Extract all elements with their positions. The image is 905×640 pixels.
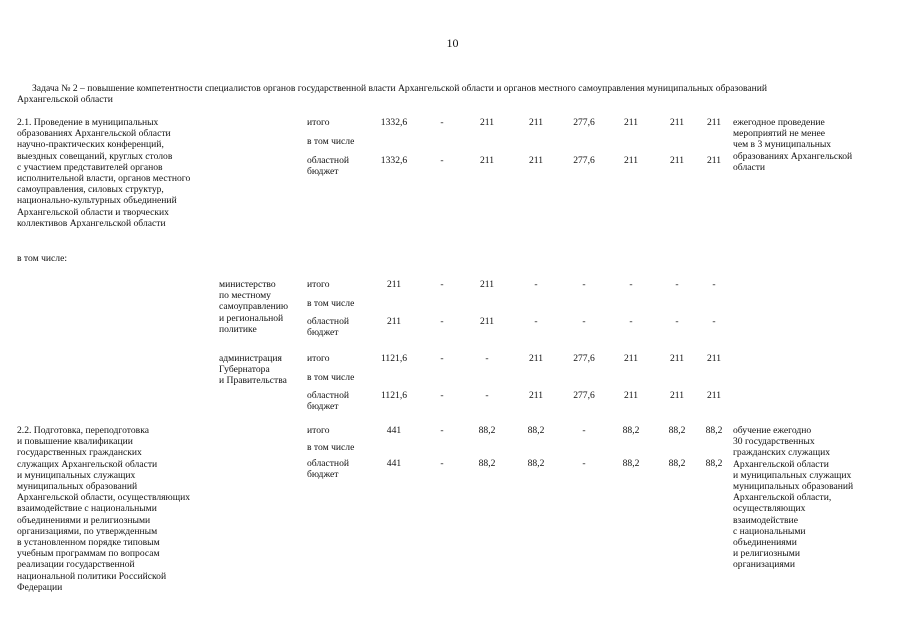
including-label: в том числе: <box>17 253 68 264</box>
ministry-label-including: в том числе <box>307 298 355 309</box>
ministry-budget-y4: - <box>582 316 586 327</box>
administration-label-including: в том числе <box>307 372 355 383</box>
row-2-1-label-including: в том числе <box>307 136 355 147</box>
row-2-2-budget-y5: 88,2 <box>622 458 640 469</box>
ministry-budget-y2: 211 <box>479 316 495 327</box>
row-2-1-description: 2.1. Проведение в муниципальных образованиях Архангельской области научно-практических конференций, выездных совещаний, круглых столов с участием представителей органов исполнительной власти, органов местного самоуправления, силовых структур, национально-культурных объединений Архангельской области и творческих коллективов Архангельской области <box>17 117 191 229</box>
row-2-1-label-budget: областной бюджет <box>307 155 350 178</box>
task-heading-line-2: Архангельской области <box>17 94 113 105</box>
row-2-2-budget-y4: - <box>582 458 586 469</box>
task-heading-line-1: Задача № 2 – повышение компетентности специалистов органов государственной власти Архангельской области и органов местного самоуправления муниципальных образований <box>32 83 768 94</box>
ministry-budget-y3: - <box>534 316 538 327</box>
row-2-2-total-y3: 88,2 <box>527 425 545 436</box>
ministry-total-y3: - <box>534 279 538 290</box>
ministry-label-total: итого <box>307 279 330 290</box>
row-2-2-budget-y2: 88,2 <box>478 458 496 469</box>
row-2-2-budget-y7: 88,2 <box>705 458 723 469</box>
administration-label-budget: областной бюджет <box>307 390 350 413</box>
ministry-total-y4: - <box>582 279 586 290</box>
administration-total-y6: 211 <box>669 353 685 364</box>
row-2-1-label-total: итого <box>307 117 330 128</box>
ministry-budget-sum: 211 <box>386 316 402 327</box>
row-2-1-budget-y2: 211 <box>479 155 495 166</box>
administration-budget-y7: 211 <box>706 390 722 401</box>
page-number: 10 <box>446 36 459 50</box>
row-2-2-budget-y6: 88,2 <box>668 458 686 469</box>
row-2-2-label-including: в том числе <box>307 442 355 453</box>
row-2-1-total-y6: 211 <box>669 117 685 128</box>
row-2-2-total-y1: - <box>440 425 444 436</box>
row-2-2-description: 2.2. Подготовка, переподготовка и повышение квалификации государственных гражданских служащих Архангельской области и муниципальных служащих муниципальных образований Архангельской области, осуществляющих взаимодействие с национальными объединениями и религиозными организациями, по утвержденным в установленном порядке типовым учебным программам по вопросам реализации государственной национальной политики Российской Федерации <box>17 425 191 593</box>
administration-budget-y3: 211 <box>528 390 544 401</box>
ministry-total-y2: 211 <box>479 279 495 290</box>
administration-budget-y6: 211 <box>669 390 685 401</box>
row-2-1-budget-y5: 211 <box>623 155 639 166</box>
row-2-1-budget-y1: - <box>440 155 444 166</box>
ministry-total-sum: 211 <box>386 279 402 290</box>
row-2-2-total-y7: 88,2 <box>705 425 723 436</box>
administration-total-y2: - <box>485 353 489 364</box>
row-2-1-total-y1: - <box>440 117 444 128</box>
ministry-total-y6: - <box>675 279 679 290</box>
ministry-executor: министерство по местному самоуправлению и региональной политике <box>219 279 289 335</box>
ministry-total-y1: - <box>440 279 444 290</box>
row-2-2-label-total: итого <box>307 425 330 436</box>
row-2-2-total-sum: 441 <box>386 425 402 436</box>
row-2-2-total-y2: 88,2 <box>478 425 496 436</box>
row-2-1-budget-sum: 1332,6 <box>380 155 408 166</box>
row-2-1-budget-y7: 211 <box>706 155 722 166</box>
ministry-budget-y5: - <box>629 316 633 327</box>
administration-total-y4: 277,6 <box>573 353 595 364</box>
administration-total-sum: 1121,6 <box>380 353 408 364</box>
row-2-2-budget-y3: 88,2 <box>527 458 545 469</box>
row-2-1-total-y7: 211 <box>706 117 722 128</box>
row-2-1-total-y2: 211 <box>479 117 495 128</box>
administration-total-y3: 211 <box>528 353 544 364</box>
administration-budget-y1: - <box>440 390 444 401</box>
row-2-1-budget-y4: 277,6 <box>573 155 595 166</box>
row-2-1-total-y3: 211 <box>528 117 544 128</box>
row-2-2-budget-y1: - <box>440 458 444 469</box>
administration-total-y7: 211 <box>706 353 722 364</box>
row-2-1-budget-y3: 211 <box>528 155 544 166</box>
row-2-1-budget-y6: 211 <box>669 155 685 166</box>
row-2-2-budget-sum: 441 <box>386 458 402 469</box>
administration-budget-y2: - <box>485 390 489 401</box>
administration-total-y1: - <box>440 353 444 364</box>
administration-executor: администрация Губернатора и Правительства <box>219 353 287 387</box>
administration-budget-y4: 277,6 <box>573 390 595 401</box>
ministry-budget-y6: - <box>675 316 679 327</box>
row-2-1-total-y5: 211 <box>623 117 639 128</box>
ministry-total-y7: - <box>712 279 716 290</box>
row-2-2-result: обучение ежегодно 30 государственных гражданских служащих Архангельской области и муниципальных служащих муниципальных образований Архангельской области, осуществляющих взаимодействие с национальными объединениями и религиозными организациями <box>733 425 854 571</box>
administration-budget-y5: 211 <box>623 390 639 401</box>
ministry-label-budget: областной бюджет <box>307 316 350 339</box>
row-2-1-total-sum: 1332,6 <box>380 117 408 128</box>
ministry-budget-y7: - <box>712 316 716 327</box>
row-2-2-total-y4: - <box>582 425 586 436</box>
row-2-2-label-budget: областной бюджет <box>307 458 350 481</box>
ministry-total-y5: - <box>629 279 633 290</box>
row-2-1-result: ежегодное проведение мероприятий не менее чем в 3 муниципальных образованиях Архангельской области <box>733 117 853 173</box>
row-2-2-total-y5: 88,2 <box>622 425 640 436</box>
administration-budget-sum: 1121,6 <box>380 390 408 401</box>
ministry-budget-y1: - <box>440 316 444 327</box>
administration-label-total: итого <box>307 353 330 364</box>
row-2-1-total-y4: 277,6 <box>573 117 595 128</box>
row-2-2-total-y6: 88,2 <box>668 425 686 436</box>
administration-total-y5: 211 <box>623 353 639 364</box>
